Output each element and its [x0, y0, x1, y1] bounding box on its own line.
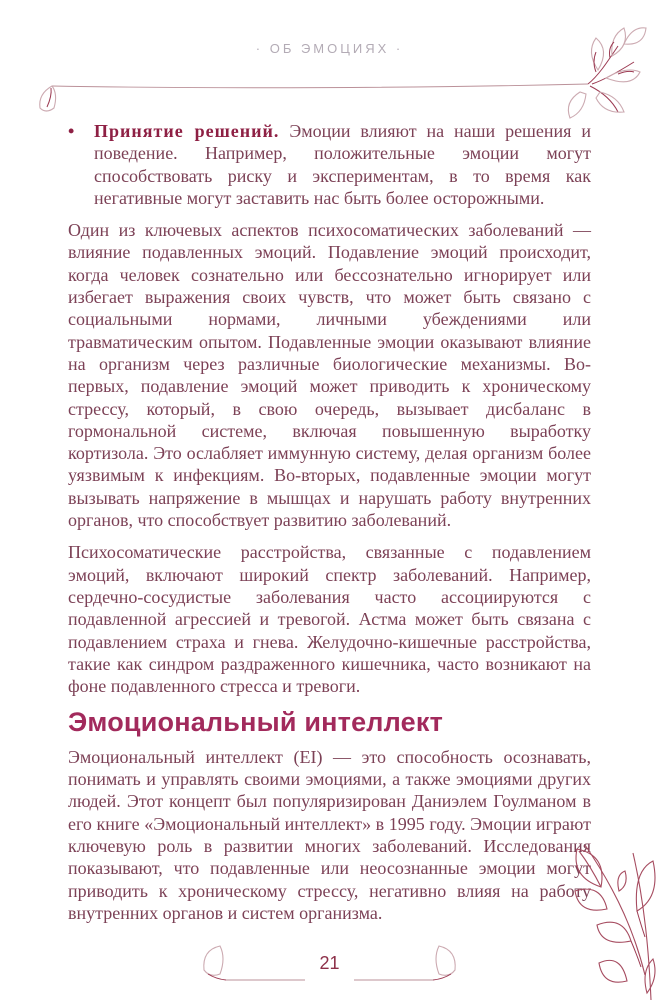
page-number: 21	[319, 952, 340, 973]
bullet-marker: •	[68, 121, 75, 141]
page-content	[68, 120, 591, 934]
running-header: · ОБ ЭМОЦИЯХ ·	[255, 41, 404, 56]
bullet-lead: Принятие решений.	[94, 121, 280, 141]
paragraph-suppressed-emotions: Один из ключевых аспектов психосоматических заболеваний — влияние подавленных эмоций. Подавление эмоций происходит, когда человек сознательно или бессознательно игнорирует или избегает выражения своих чувств, что может быть связано с социальными нормами, личными убеждениями или травматическим опытом. Подавленные эмоции оказывают влияние на организм через различные биологические механизмы. Во-первых, подавление эмоций может приводить к хроническому стрессу, который, в свою очередь, вызывает дисбаланс в гормональной системе, включая повышенную выработку кортизола. Это ослабляет иммунную систему, делая организм более уязвимым к инфекциям. Во-вторых, подавленные эмоции могут вызывать напряжение в мышцах и нарушать работу внутренних органов, что способствует развитию заболеваний.	[68, 220, 591, 531]
footer-left-leaf-flourish-icon	[190, 942, 305, 984]
bullet-text	[94, 120, 591, 209]
footer-right-leaf-flourish-icon	[354, 942, 469, 984]
list-item-decision-making	[68, 120, 591, 209]
paragraph-emotional-intelligence: Эмоциональный интеллект (EI) — это способность осознавать, понимать и управлять своими эмоциями, а также эмоциями других людей. Этот концепт был популяризирован Даниэлем Гоулманом в его книге «Эмоциональный интеллект» в 1995 году. Эмоции играют ключевую роль в развитии многих заболеваний. Исследования показывают, что подавленные или неосознанные эмоции могут приводить к хроническому стрессу, негативно влияя на работу внутренних органов и систем организма.	[68, 746, 591, 923]
top-rule-leaf-branch-icon	[0, 0, 659, 140]
page-footer	[0, 938, 659, 988]
paragraph-psychosomatic-disorders: Психосоматические расстройства, связанные с подавлением эмоций, включают широкий спектр заболеваний. Например, сердечно-сосудистые заболевания часто ассоциируются с подавленной агрессией и тревогой. Астма может быть связана с подавлением страха и гнева. Желудочно-кишечные расстройства, такие как синдром раздраженного кишечника, часто возникают на фоне подавленного стресса и тревоги.	[68, 542, 591, 697]
section-heading-emotional-intelligence: Эмоциональный интеллект	[68, 707, 443, 738]
bullet-body-text: Эмоции влияют на наши решения и поведение. Например, положительные эмоции могут способствовать риску и экспериментам, в то время как негативные могут заставить нас быть более осторожными.	[94, 121, 591, 208]
